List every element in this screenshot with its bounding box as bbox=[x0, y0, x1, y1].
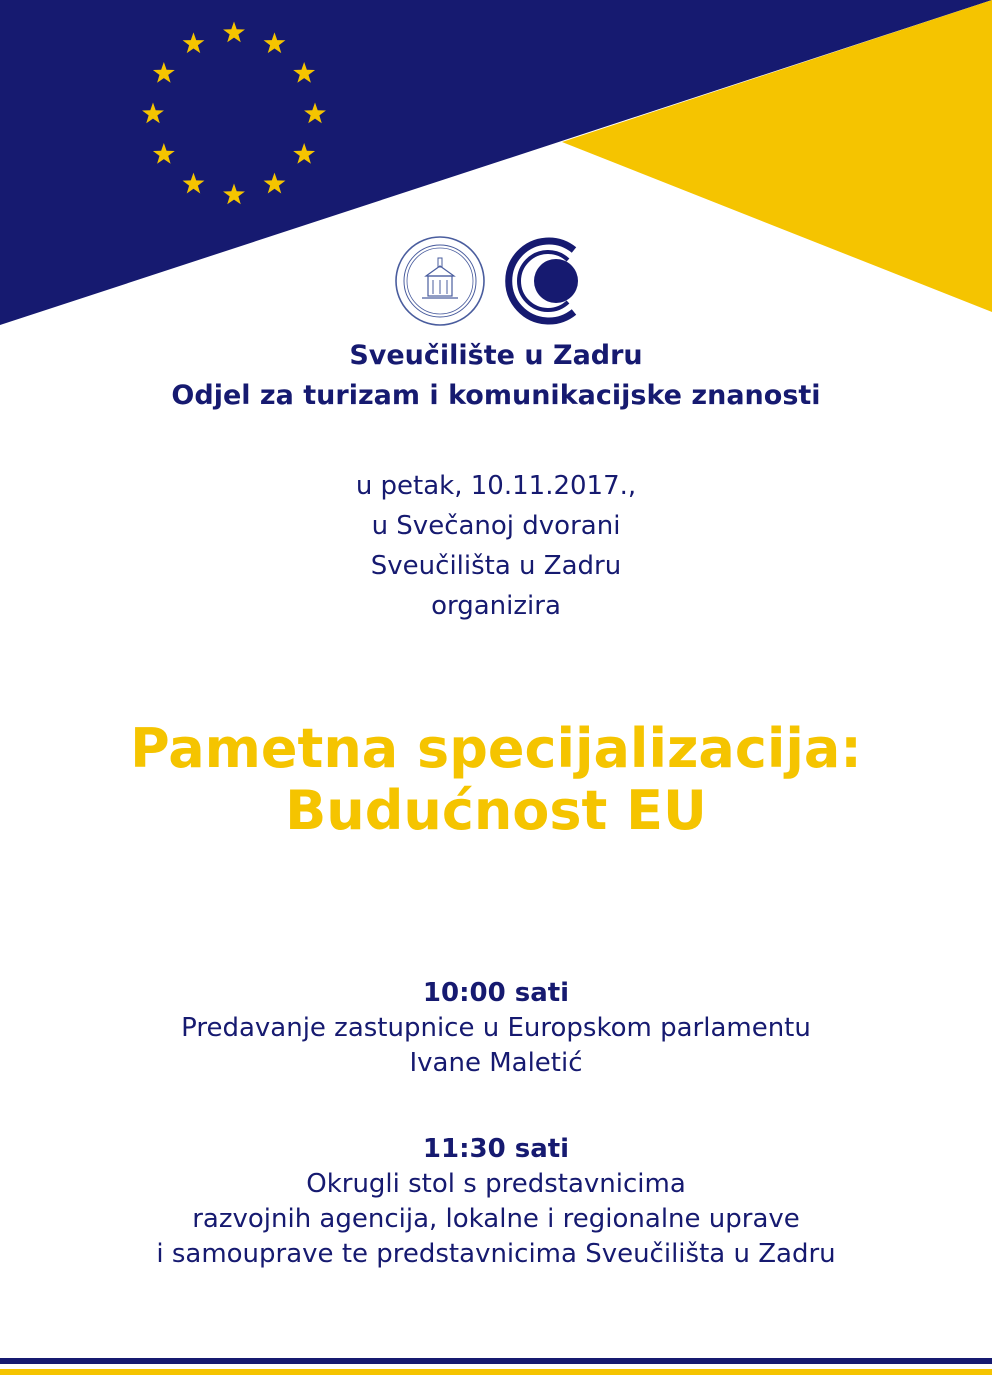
footer-rule-navy bbox=[0, 1358, 992, 1364]
event-title-line-2: Budućnost EU bbox=[285, 779, 707, 842]
program-text-line: Predavanje zastupnice u Europskom parlamentu bbox=[181, 1013, 811, 1043]
program-text-line: Ivane Maletić bbox=[409, 1048, 583, 1078]
program-time: 10:00 sati bbox=[422, 978, 570, 1008]
program-text-line: i samouprave te predstavnicima Sveučilišta u Zadru bbox=[156, 1239, 836, 1269]
organizer-university: Sveučilište u Zadru bbox=[349, 340, 643, 371]
organizer-block bbox=[0, 336, 992, 416]
event-title-line-1: Pametna specijalizacija: bbox=[130, 717, 862, 780]
event-title bbox=[0, 718, 992, 842]
organizer-department: Odjel za turizam i komunikacijske znanosti bbox=[171, 380, 821, 411]
program-item-2 bbox=[0, 1132, 992, 1272]
event-venue-owner: Sveučilišta u Zadru bbox=[370, 551, 622, 581]
event-date: u petak, 10.11.2017., bbox=[355, 471, 637, 501]
department-circle-logo-icon bbox=[504, 236, 594, 326]
program-text-line: razvojnih agencija, lokalne i regionalne uprave bbox=[192, 1204, 800, 1234]
program-time: 11:30 sati bbox=[422, 1134, 570, 1164]
event-venue: u Svečanoj dvorani bbox=[371, 511, 621, 541]
event-details bbox=[0, 466, 992, 626]
footer-rule-gold bbox=[0, 1369, 992, 1375]
logo-row bbox=[0, 236, 992, 326]
program-text-line: Okrugli stol s predstavnicima bbox=[306, 1169, 686, 1199]
program-item-1 bbox=[0, 976, 992, 1081]
event-organizes: organizira bbox=[431, 591, 561, 621]
university-seal-icon bbox=[390, 236, 490, 326]
